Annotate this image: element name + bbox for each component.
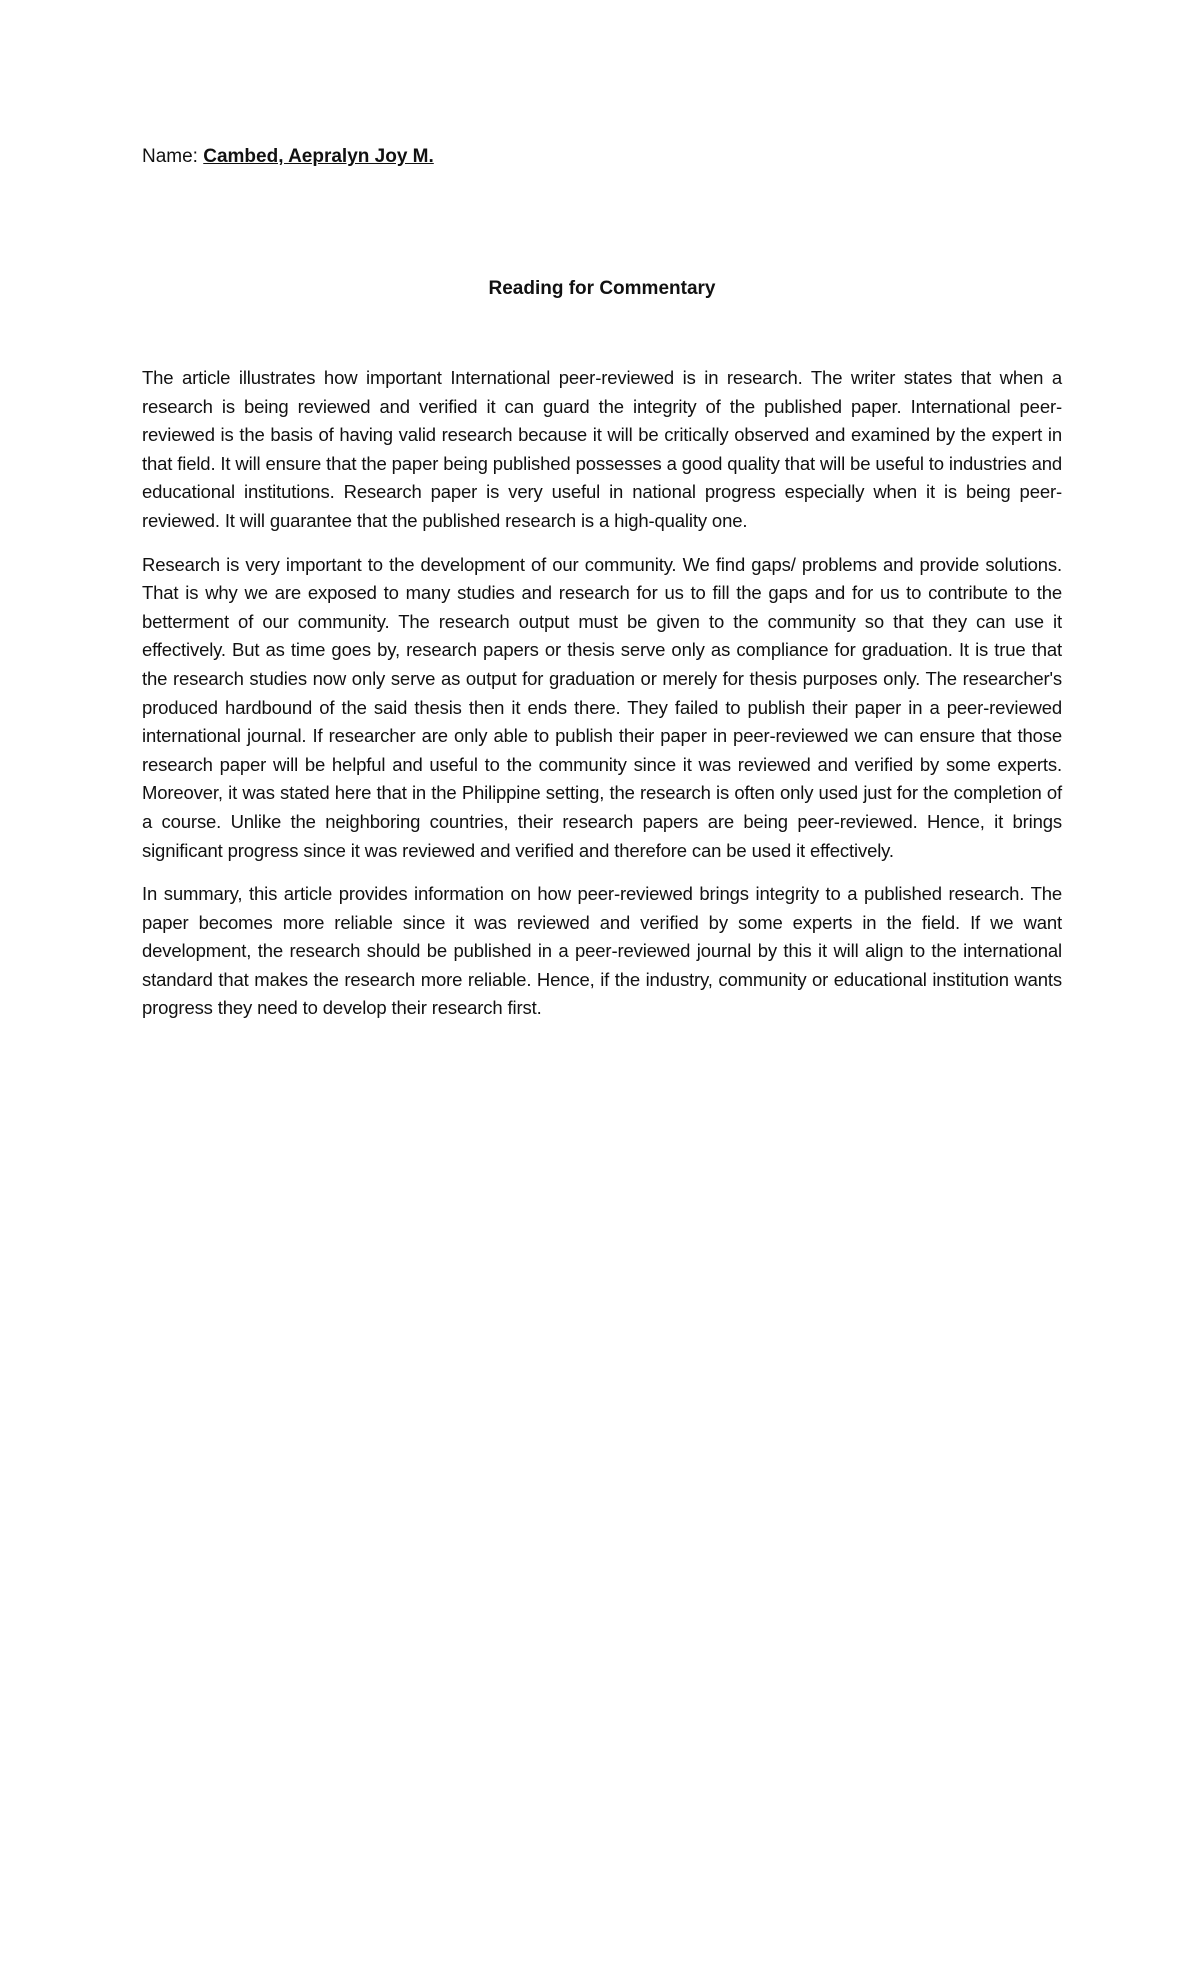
- paragraph-3: In summary, this article provides information on how peer-reviewed brings integrity to a published research. The paper becomes more reliable since it was reviewed and verified by some experts in the field. If we want development, the research should be published in a peer-reviewed journal by this it will align to the international standard that makes the research more reliable. Hence, if the industry, community or educational institution wants progress they need to develop their research first.: [142, 883, 1062, 1019]
- paragraph-1: The article illustrates how important International peer-reviewed is in research. The writer states that when a research is being reviewed and verified it can guard the integrity of the published paper. International peer-reviewed is the basis of having valid research because it will be critically observed and examined by the expert in that field. It will ensure that the paper being published possesses a good quality that will be useful to industries and educational institutions. Research paper is very useful in national progress especially when it is being peer-reviewed. It will guarantee that the published research is a high-quality one.: [142, 367, 1062, 531]
- name-label: Name:: [142, 146, 198, 167]
- document-body: [142, 364, 1062, 1038]
- paragraph-2: Research is very important to the development of our community. We find gaps/ problems and provide solutions. That is why we are exposed to many studies and research for us to fill the gaps and for us to contribute to the betterment of our community. The research output must be given to the community so that they can use it effectively. But as time goes by, research papers or thesis serve only as compliance for graduation. It is true that the research studies now only serve as output for graduation or merely for thesis purposes only. The researcher's produced hardbound of the said thesis then it ends there. They failed to publish their paper in a peer-reviewed international journal. If researcher are only able to publish their paper in peer-reviewed we can ensure that those research paper will be helpful and useful to the community since it was reviewed and verified by some experts. Moreover, it was stated here that in the Philippine setting, the research is often only used just for the completion of a course. Unlike the neighboring countries, their research papers are being peer-reviewed. Hence, it brings significant progress since it was reviewed and verified and therefore can be used it effectively.: [142, 553, 1062, 861]
- document-title: Reading for Commentary: [488, 278, 716, 299]
- name-line: [142, 144, 434, 170]
- name-value: Cambed, Aepralyn Joy M.: [203, 146, 434, 167]
